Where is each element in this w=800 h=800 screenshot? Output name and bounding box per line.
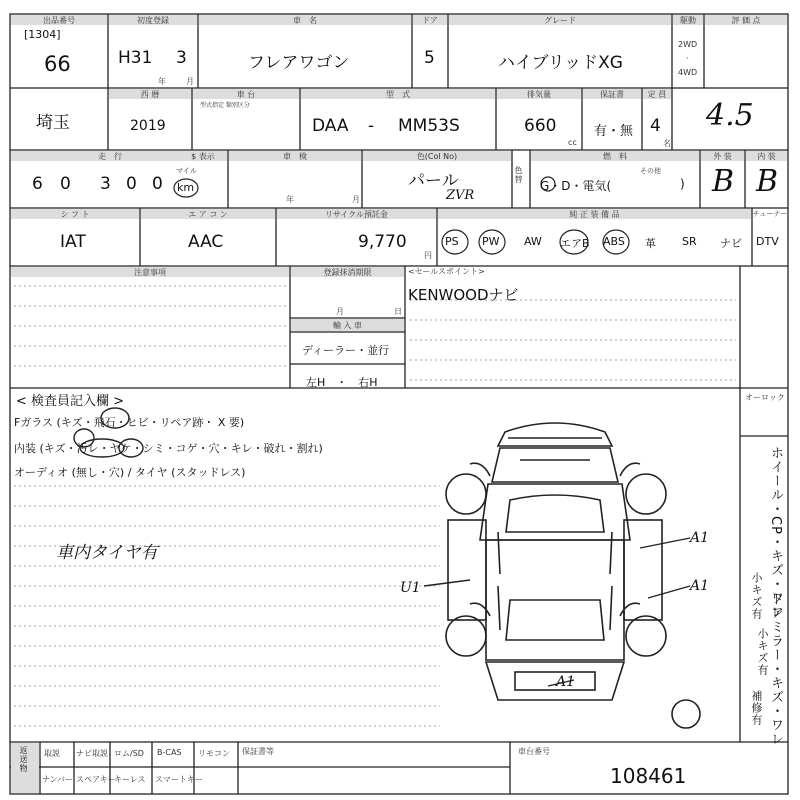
fuel-other-label: その他 (640, 167, 661, 175)
label-exterior: 外 装 (713, 152, 732, 161)
exterior-grade: B (712, 164, 735, 199)
label-tuner: チューナー (752, 210, 788, 218)
equip-aw: AW (524, 235, 542, 248)
handwritten-note: 車内タイヤ有 (56, 543, 158, 563)
label-car-no: 車台番号 (518, 747, 550, 756)
label-mileage: 走 行 (98, 152, 122, 161)
label-model: 型 式 (386, 90, 410, 99)
label-import: 輸 入 車 (332, 321, 363, 330)
label-first-reg: 初度登録 (137, 16, 169, 25)
bottom-left-label: 返送物 (19, 746, 28, 773)
lot-number: 66 (44, 52, 71, 76)
bottom-item-plate: ナンバー (42, 775, 74, 784)
inspection-month-char: 月 (352, 195, 360, 204)
damage-mark-right-top: A1 (690, 530, 710, 546)
equip-abs: ABS (603, 235, 625, 248)
bottom-item-spare-key: スペアキー (76, 775, 116, 784)
region: 埼玉 (36, 113, 70, 133)
equip-ps: PS (445, 235, 459, 248)
label-aircon: エ ア コ ン (188, 210, 228, 219)
drive-2wd: 2WD (678, 40, 698, 49)
capacity-unit: 名 (663, 139, 671, 148)
recycle-unit: 円 (424, 251, 432, 260)
first-reg-year-char: 年 (158, 77, 166, 86)
mileage-digit-1: 6 (32, 174, 43, 194)
displacement-unit: cc (568, 138, 577, 147)
label-interior: 内 装 (757, 152, 776, 161)
bottom-item-manual: 取説 (44, 749, 60, 758)
label-grade: グレード (544, 16, 576, 25)
car-name: フレアワゴン (248, 53, 350, 73)
first-reg-month: 3 (176, 48, 187, 68)
label-displacement: 排気量 (527, 90, 551, 99)
color-name: パール (408, 171, 459, 191)
equip-navi: ナビ (720, 237, 742, 250)
reg-day-char: 日 (394, 307, 402, 316)
equip-tuner-dtv: DTV (756, 235, 779, 248)
label-shift: シ フ ト (60, 210, 90, 219)
damage-mark-right-mid: A1 (690, 578, 710, 594)
label-overlock: オーロック (745, 393, 785, 402)
equip-pw: PW (482, 235, 500, 248)
label-car-name: 車 名 (293, 16, 317, 25)
label-inspection: 車 検 (283, 152, 307, 161)
label-year: 西 暦 (140, 90, 160, 99)
bottom-item-bcas: B-CAS (157, 748, 182, 757)
inspector-line-interior: 内装 (キズ・汚レ・ヤケ・シミ・コゲ・穴・キレ・破れ・割れ) (14, 442, 323, 455)
damage-mark-bottom: A1 (556, 674, 576, 690)
inspector-line-glass: Fガラス (キズ・飛石・ヒビ・リペア跡・ X 要) (14, 416, 245, 429)
aircon-value: AAC (188, 232, 224, 252)
mileage-unit-mile: マイル (176, 167, 197, 175)
label-color: 色(Col No) (416, 152, 458, 161)
drive-4wd: 4WD (678, 68, 698, 77)
label-capacity: 定 員 (647, 90, 667, 99)
label-equipment: 純 正 装 備 品 (569, 210, 620, 219)
damage-mark-left: U1 (400, 580, 421, 596)
bottom-item-smart-key: スマートキー (155, 775, 203, 784)
import-dealer: ディーラー・並行 (302, 344, 390, 357)
label-doors: ドア (422, 16, 438, 25)
side-note-wheel: ホイール・CP・キズ・ワレ (768, 446, 783, 619)
bottom-item-navi-manual: ナビ取説 (76, 749, 108, 758)
mileage-unit-km: km (177, 181, 195, 194)
interior-grade: B (756, 164, 779, 199)
recycle-amount: 9,770 (358, 232, 407, 252)
shift-value: IAT (60, 232, 86, 252)
label-drive: 駆動 (680, 16, 696, 25)
score-value: 4.5 (706, 98, 754, 133)
label-lot: 出品番号 (43, 16, 75, 25)
inspector-line-audio-tire: オーディオ (無し・穴) / タイヤ (スタッドレス) (14, 466, 246, 479)
label-warranty: 保証書 (600, 90, 624, 99)
mileage-digit-2: 0 (60, 174, 71, 194)
inspection-year-char: 年 (286, 195, 294, 204)
bottom-item-remote: リモコン (198, 749, 230, 758)
model-code: MM53S (398, 116, 460, 136)
drive-sep: · (686, 54, 689, 63)
model-dash: - (368, 116, 375, 136)
label-sales-point: <セールスポイント> (408, 267, 485, 276)
sales-point-text: KENWOODナビ (408, 286, 519, 304)
label-chassis-sub: 型式指定 類別区分 (200, 102, 250, 109)
equip-leather: 革 (645, 237, 656, 250)
color-change-label: 色替 (514, 166, 523, 184)
bottom-item-keyless: キーレス (114, 775, 146, 784)
bottom-item-rom-sd: ロム/SD (114, 749, 144, 758)
label-inspector: < 検査員記入欄 > (16, 394, 125, 409)
mileage-digit-3: 3 (100, 174, 111, 194)
equip-sr: SR (682, 235, 697, 248)
first-reg-era-year: H31 (118, 48, 153, 68)
car-doors: 5 (424, 48, 435, 68)
label-recycle: リサイクル預託金 (325, 210, 388, 219)
side-note-repaired: 補修有 (750, 690, 763, 726)
car-grade: ハイブリッドXG (498, 53, 623, 73)
label-mileage-sub: $ 表示 (191, 152, 215, 161)
first-reg-month-char: 月 (186, 77, 194, 86)
label-score: 評 価 点 (731, 16, 761, 25)
side-note-mirror: ドアミラー・キズ・ワレ (768, 592, 783, 746)
year-western: 2019 (130, 118, 166, 134)
fuel-options: G・D・電気( (540, 179, 612, 193)
displacement-value: 660 (524, 116, 557, 136)
model-prefix: DAA (312, 116, 349, 136)
bottom-keep-label: 保証書等 (242, 747, 274, 756)
equip-airbag: エアB (560, 237, 590, 250)
mileage-digit-5: 0 (152, 174, 163, 194)
label-chassis: 車 台 (236, 90, 256, 99)
label-fuel: 燃 料 (603, 152, 627, 161)
import-handle: 左H ・ 右H (306, 376, 378, 389)
label-reg-deadline: 登録抹消期限 (323, 268, 372, 277)
label-notes: 注意事項 (134, 268, 166, 277)
capacity-value: 4 (650, 116, 661, 136)
reg-month-char: 月 (336, 307, 344, 316)
side-note-small-scratch-2: 小キズ有 (756, 628, 769, 676)
warranty-value: 有・無 (594, 124, 634, 139)
car-no-value: 108461 (610, 764, 687, 788)
color-code: ZVR (446, 188, 475, 203)
lot-code: [1304] (24, 28, 61, 41)
fuel-close: ) (680, 177, 685, 191)
side-note-small-scratch: 小キズ有 (750, 572, 763, 620)
mileage-digit-4: 0 (126, 174, 137, 194)
